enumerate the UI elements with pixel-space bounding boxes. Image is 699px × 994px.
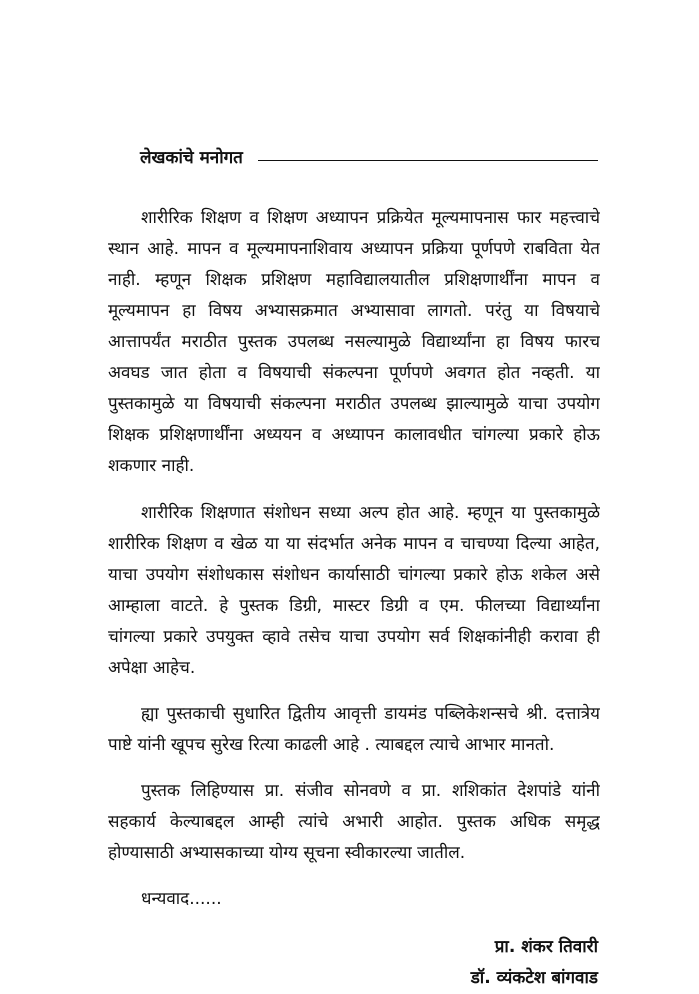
text-line: सहकार्य केल्याबद्दल आम्ही त्यांचे अभारी आहोत. पुस्तक अधिक समृद्ध: [108, 812, 600, 832]
author-signature-2: डॉ. व्यंकटेश बांगवाड: [470, 968, 598, 988]
text-line: चांगल्या प्रकारे उपयुक्त व्हावे तसेच याचा उपयोग सर्व शिक्षकांनीही करावा ही: [108, 627, 600, 647]
text-line: अवघड जात होता व विषयाची संकल्पना पूर्णपणे अवगत होत नव्हती. या: [108, 363, 600, 383]
text-line: ह्या पुस्तकाची सुधारित द्वितीय आवृत्ती डायमंड पब्लिकेशन्सचे श्री. दत्तात्रेय: [141, 704, 600, 724]
text-line: अपेक्षा आहेच.: [108, 658, 196, 678]
text-line: शारीरिक शिक्षण व शिक्षण अध्यापन प्रक्रियेत मूल्यमापनास फार महत्त्वाचे: [141, 208, 600, 228]
text-line: मूल्यमापन हा विषय अभ्यासक्रमात अभ्यासावा लागतो. परंतु या विषयाचे: [108, 301, 600, 321]
text-line: याचा उपयोग संशोधकास संशोधन कार्यासाठी चांगल्या प्रकारे होऊ शकेल असे: [108, 565, 600, 585]
page-heading: लेखकांचे मनोगत: [140, 148, 243, 168]
text-line: शारीरिक शिक्षण व खेळ या या संदर्भात अनेक मापन व चाचण्या दिल्या आहेत,: [108, 534, 600, 554]
text-line: होण्यासाठी अभ्यासकाच्या योग्य सूचना स्वीकारल्या जातील.: [108, 843, 466, 863]
text-line: स्थान आहे. मापन व मूल्यमापनाशिवाय अध्यापन प्रक्रिया पूर्णपणे राबविता येत: [108, 239, 600, 259]
text-line: शारीरिक शिक्षणात संशोधन सध्या अल्प होत आहे. म्हणून या पुस्तकामुळे: [141, 503, 600, 523]
text-line: नाही. म्हणून शिक्षक प्रशिक्षण महाविद्यालयातील प्रशिक्षणार्थींना मापन व: [108, 270, 600, 290]
text-line: आम्हाला वाटते. हे पुस्तक डिग्री, मास्टर डिग्री व एम. फीलच्या विद्यार्थ्यांना: [108, 596, 600, 616]
text-line: पुस्तक लिहिण्यास प्रा. संजीव सोनवणे व प्रा. शशिकांत देशपांडे यांनी: [141, 781, 600, 801]
text-line: शिक्षक प्रशिक्षणार्थींना अध्ययन व अध्यापन कालावधीत चांगल्या प्रकारे होऊ: [108, 425, 600, 445]
text-line: धन्यवाद......: [141, 889, 222, 909]
text-line: पुस्तकामुळे या विषयाची संकल्पना मराठीत उपलब्ध झाल्यामुळे याचा उपयोग: [108, 394, 600, 414]
text-line: शकणार नाही.: [108, 456, 195, 476]
heading-underline: [258, 160, 598, 161]
text-line: आत्तापर्यंत मराठीत पुस्तक उपलब्ध नसल्यामुळे विद्यार्थ्यांना हा विषय फारच: [108, 332, 600, 352]
author-signature-1: प्रा. शंकर तिवारी: [494, 937, 598, 957]
text-line: पाष्टे यांनी खूपच सुरेख रित्या काढली आहे . त्याबद्दल त्याचे आभार मानतो.: [108, 735, 555, 755]
